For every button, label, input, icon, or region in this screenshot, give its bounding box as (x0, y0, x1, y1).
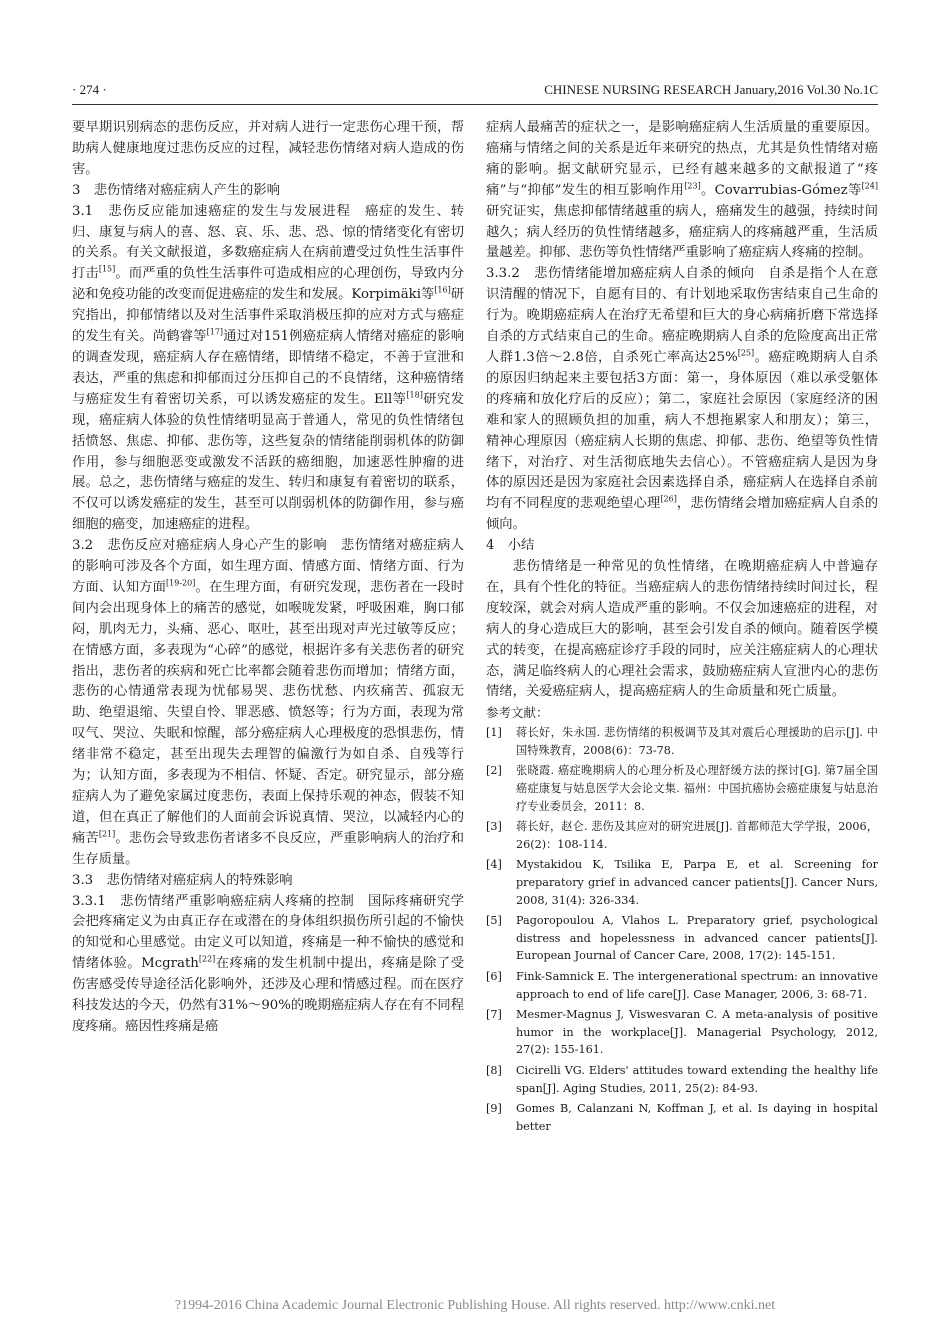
page-number: · 274 · (72, 82, 107, 97)
copyright-footer: ?1994-2016 China Academic Journal Electronic Publishing House. All rights reserved. http://www.cnki.net (174, 1298, 776, 1313)
citation[interactable]: [18] (406, 390, 423, 400)
reference-text: 蒋长好，赵仑. 悲伤及其应对的研究进展[J]. 首都师范大学学报，2006，26(2)：108-114. (516, 820, 878, 851)
citation[interactable]: [24] (861, 181, 878, 191)
reference-number: [6] (486, 970, 502, 983)
reference-item (486, 724, 878, 759)
reference-item (486, 1100, 878, 1135)
section-3-3-heading: 3.3 悲伤情绪对癌症病人的特殊影响 (72, 872, 293, 888)
reference-item (486, 968, 878, 1003)
section-4-heading: 4 小结 (486, 538, 535, 554)
header-rule (72, 104, 878, 105)
citation[interactable]: [23] (684, 181, 701, 191)
citation[interactable]: [17] (206, 327, 224, 337)
paragraph-intro: 要早期识别病态的悲伤反应，并对病人进行一定悲伤心理干预，帮助病人健康地度过悲伤反应的过程，减轻悲伤情绪对病人造成的伤害。 (72, 120, 464, 177)
reference-item (486, 1006, 878, 1059)
section-3-3-1: 3.3.1 悲伤情绪严重影响癌症病人疼痛的控制 国际疼痛研究学会把疼痛定义为由真正存在或潜在的身体组织损伤所引起的不愉快的知觉和心里感觉。由定义可以知道，疼痛是一种不愉快的感觉和情绪体验。Mcgrath[22]在疼痛的发生机制中提出，疼痛是除了受伤害感受传导途径活化影响外，还涉及心理和情感过程。而在医疗科技发达的今天，仍然有31%～90%的晚期癌症病人存在有不同程度疼痛。癌因性疼痛是癌 (72, 893, 465, 1034)
reference-text: Pagoropoulou A, Vlahos L. Preparatory grief, psychological distress and hopelessness in advanced cancer patients[J]. European Journal of Cancer Care, 2008, 17(2): 145-151. (516, 914, 878, 963)
reference-text: Gomes B, Calanzani N, Koffman J, et al. Is daying in hospital better (516, 1102, 878, 1133)
reference-number: [3] (486, 820, 502, 834)
citation[interactable]: [25] (737, 348, 755, 358)
journal-info: CHINESE NURSING RESEARCH January,2016 Vol.30 No.1C (544, 82, 878, 97)
reference-number: [9] (486, 1102, 502, 1116)
citation[interactable]: [21] (98, 829, 116, 839)
section-3-3-1-cont: 症病人最痛苦的症状之一，是影响癌症病人生活质量的重要原因。癌痛与情绪之间的关系是近年来研究的热点，尤其是负性情绪对癌痛的影响。据文献研究显示，已经有越来越多的文献报道了“疼痛”与“抑郁”发生的相互影响作用[23]。Covarrubias-Gómez等[24]研究证实，焦虑抑郁情绪越重的病人，癌痛发生的越强，持续时间越久；病人经历的负性情绪越多，癌症病人的疼痛越严重，生活质量越差。抑郁、悲伤等负性情绪严重影响了癌症病人疼痛的控制。 (486, 120, 878, 261)
right-column (486, 118, 878, 1138)
citation[interactable]: [15] (98, 264, 116, 274)
citation[interactable]: [16] (434, 285, 451, 295)
reference-text: Mystakidou K, Tsilika E, Parpa E, et al. Screening for preparatory grief in advanced cancer patients[J]. Cancer Nurs, 2008, 31(4): 326-334. (516, 858, 878, 907)
section-3-1: 3.1 悲伤反应能加速癌症的发生与发展进程 癌症的发生、转归、康复与病人的喜、怒、哀、乐、悲、恐、惊的情绪变化有密切的关系。有关文献报道，多数癌症病人在病前遭受过负性生活事件打击[15]。而严重的负性生活事件可造成相应的心理创伤，导致内分泌和免疫功能的改变而促进癌症的发生和发展。Korpimäki等[16]研究指出，抑郁情绪以及对生活事件采取消极压抑的应对方式与癌症的发生有关。尚鹤睿等[17]通过对151例癌症病人情绪对癌症的影响的调查发现，癌症病人存在癌情绪，即情绪不稳定，不善于宣泄和表达，严重的焦虑和抑郁而过分压抑自己的不良情绪，这种癌情绪与癌症发生有着密切关系，可以诱发癌症的发生。Ell等[18]研究发现，癌症病人体验的负性情绪明显高于普通人，常见的负性情绪包括愤怒、焦虑、抑郁、悲伤等，这些复杂的情绪能削弱机体的防御作用，参与细胞恶变或激发不活跃的癌细胞，加速恶性肿瘤的进展。总之，悲伤情绪与癌症的发生、转归和康复有着密切的联系，不仅可以诱发癌症的发生，甚至可以削弱机体的防御作用，参与癌细胞的癌变，加速癌症的进程。 (72, 203, 465, 533)
reference-number: [2] (486, 764, 502, 778)
reference-list (486, 724, 878, 1135)
section-4-summary: 悲伤情绪是一种常见的负性情绪，在晚期癌症病人中普遍存在，具有个性化的特征。当癌症病人的悲伤情绪持续时间过长，程度较深，就会对病人造成严重的影响。不仅会加速癌症的进程，对病人的身心造成巨大的影响，甚至会引发自杀的倾向。随着医学模式的转变，在提高癌症诊疗手段的同时，应关注癌症病人的心理状态，满足临终病人的心理社会需求，鼓励癌症病人宣泄内心的悲伤情绪，关爱癌症病人，提高癌症病人的生命质量和死亡质量。 (486, 559, 878, 700)
citation[interactable]: [22] (198, 954, 216, 964)
reference-text: Fink-Samnick E. The intergenerational spectrum: an innovative approach to end of life care[J]. Case Manager, 2006, 3: 68-71. (516, 970, 878, 1001)
reference-number: [8] (486, 1063, 502, 1077)
reference-number: [5] (486, 914, 502, 928)
citation[interactable]: [19-20] (166, 578, 196, 588)
section-3-2-title: 3.2 悲伤反应对癌症病人身心产生的影响 (72, 538, 341, 554)
reference-number: [4] (486, 858, 502, 872)
reference-text: 张晓霞. 癌症晚期病人的心理分析及心理舒缓方法的探讨[G]. 第7届全国癌症康复与姑息医学大会论文集. 福州：中国抗癌协会癌症康复与姑息治疗专业委员会，2011：8. (516, 764, 878, 813)
reference-number: [7] (486, 1008, 502, 1022)
reference-number: [1] (486, 726, 502, 740)
section-3-3-2: 3.3.2 悲伤情绪能增加癌症病人自杀的倾向 自杀是指个人在意识清醒的情况下，自愿有目的、有计划地采取伤害结束自己生命的行为。晚期癌症病人在治疗无希望和巨大的身心病痛折磨下常选择自杀的方式结束自己的生命。癌症晚期病人自杀的危险度高出正常人群1.3倍～2.8倍，自杀死亡率高达25%[25]。癌症晚期病人自杀的原因归纳起来主要包括3方面：第一，身体原因（难以承受躯体的疼痛和放化疗后的反应）；第二，家庭社会原因（家庭经济的困难和家人的照顾负担的加重，病人不想拖累家人和朋友）；第三，精神心理原因（癌症病人长期的焦虑、抑郁、悲伤、绝望等负性情绪下，对治疗、对生活彻底地失去信心）。不管癌症病人是因为身体的原因还是因为家庭社会因素选择自杀，癌症病人在选择自杀前均有不同程度的悲观绝望心理[26]，悲伤情绪会增加癌症病人自杀的倾向。 (486, 266, 879, 533)
reference-item (486, 762, 878, 815)
section-3-2: 3.2 悲伤反应对癌症病人身心产生的影响 悲伤情绪对癌症病人的影响可涉及各个方面，如生理方面、情感方面、情绪方面、行为方面、认知方面[19-20]。在生理方面，有研究发现，悲伤者在一段时间内会出现身体上的痛苦的感觉，如喉咙发紧，呼吸困难，胸口郁闷，肌肉无力，头痛、恶心、呕吐，甚至出现对声光过敏等反应；在情感方面，多表现为“心碎”的感觉，根据许多有关悲伤者的研究指出，悲伤者的疾病和死亡比率都会随着悲伤而增加；情绪方面，悲伤的心情通常表现为忧郁易哭、悲伤忧愁、内疚痛苦、孤寂无助、绝望退缩、失望自怜、罪恶感、愤怒等；行为方面，表现为常叹气、哭泣、失眠和惊醒，部分癌症病人心理极度的恐惧悲伤，情绪非常不稳定，甚至出现失去理智的偏激行为如自杀、自残等行为；认知方面，多表现为不相信、怀疑、否定。研究显示，部分癌症病人为了避免家属过度悲伤，表面上保持乐观的神态，假装不知道，但在真正了解他们的人面前会诉说真情、哭泣，以减轻内心的痛苦[21]。悲伤会导致悲伤者诸多不良反应，严重影响病人的治疗和生存质量。 (72, 538, 465, 867)
section-3-1-title: 3.1 悲伤反应能加速癌症的发生与发展进程 (72, 203, 366, 219)
section-3-3-2-title: 3.3.2 悲伤情绪能增加癌症病人自杀的倾向 (486, 266, 769, 282)
reference-item (486, 1062, 878, 1097)
references-title: 参考文献： (486, 705, 549, 721)
reference-text: Cicirelli VG. Elders' attitudes toward extending the healthy life span[J]. Aging Studies, 2011, 25(2): 84-93. (516, 1063, 878, 1095)
reference-item (486, 856, 878, 909)
reference-item (486, 818, 878, 853)
left-column (72, 118, 464, 1038)
section-3-3-1-title: 3.3.1 悲伤情绪严重影响癌症病人疼痛的控制 (72, 893, 369, 909)
reference-text: 蒋长好，朱永国. 悲伤情绪的积极调节及其对震后心理援助的启示[J]. 中国特殊教育，2008(6)：73-78. (516, 726, 878, 757)
reference-item (486, 912, 878, 965)
section-3-heading: 3 悲伤情绪对癌症病人产生的影响 (72, 182, 280, 198)
citation[interactable]: [26] (660, 494, 677, 504)
reference-text: Mesmer-Magnus J, Viswesvaran C. A meta-analysis of positive humor in the workplace[J]. Managerial Psychology, 2012, 27(2): 155-161. (516, 1008, 878, 1057)
